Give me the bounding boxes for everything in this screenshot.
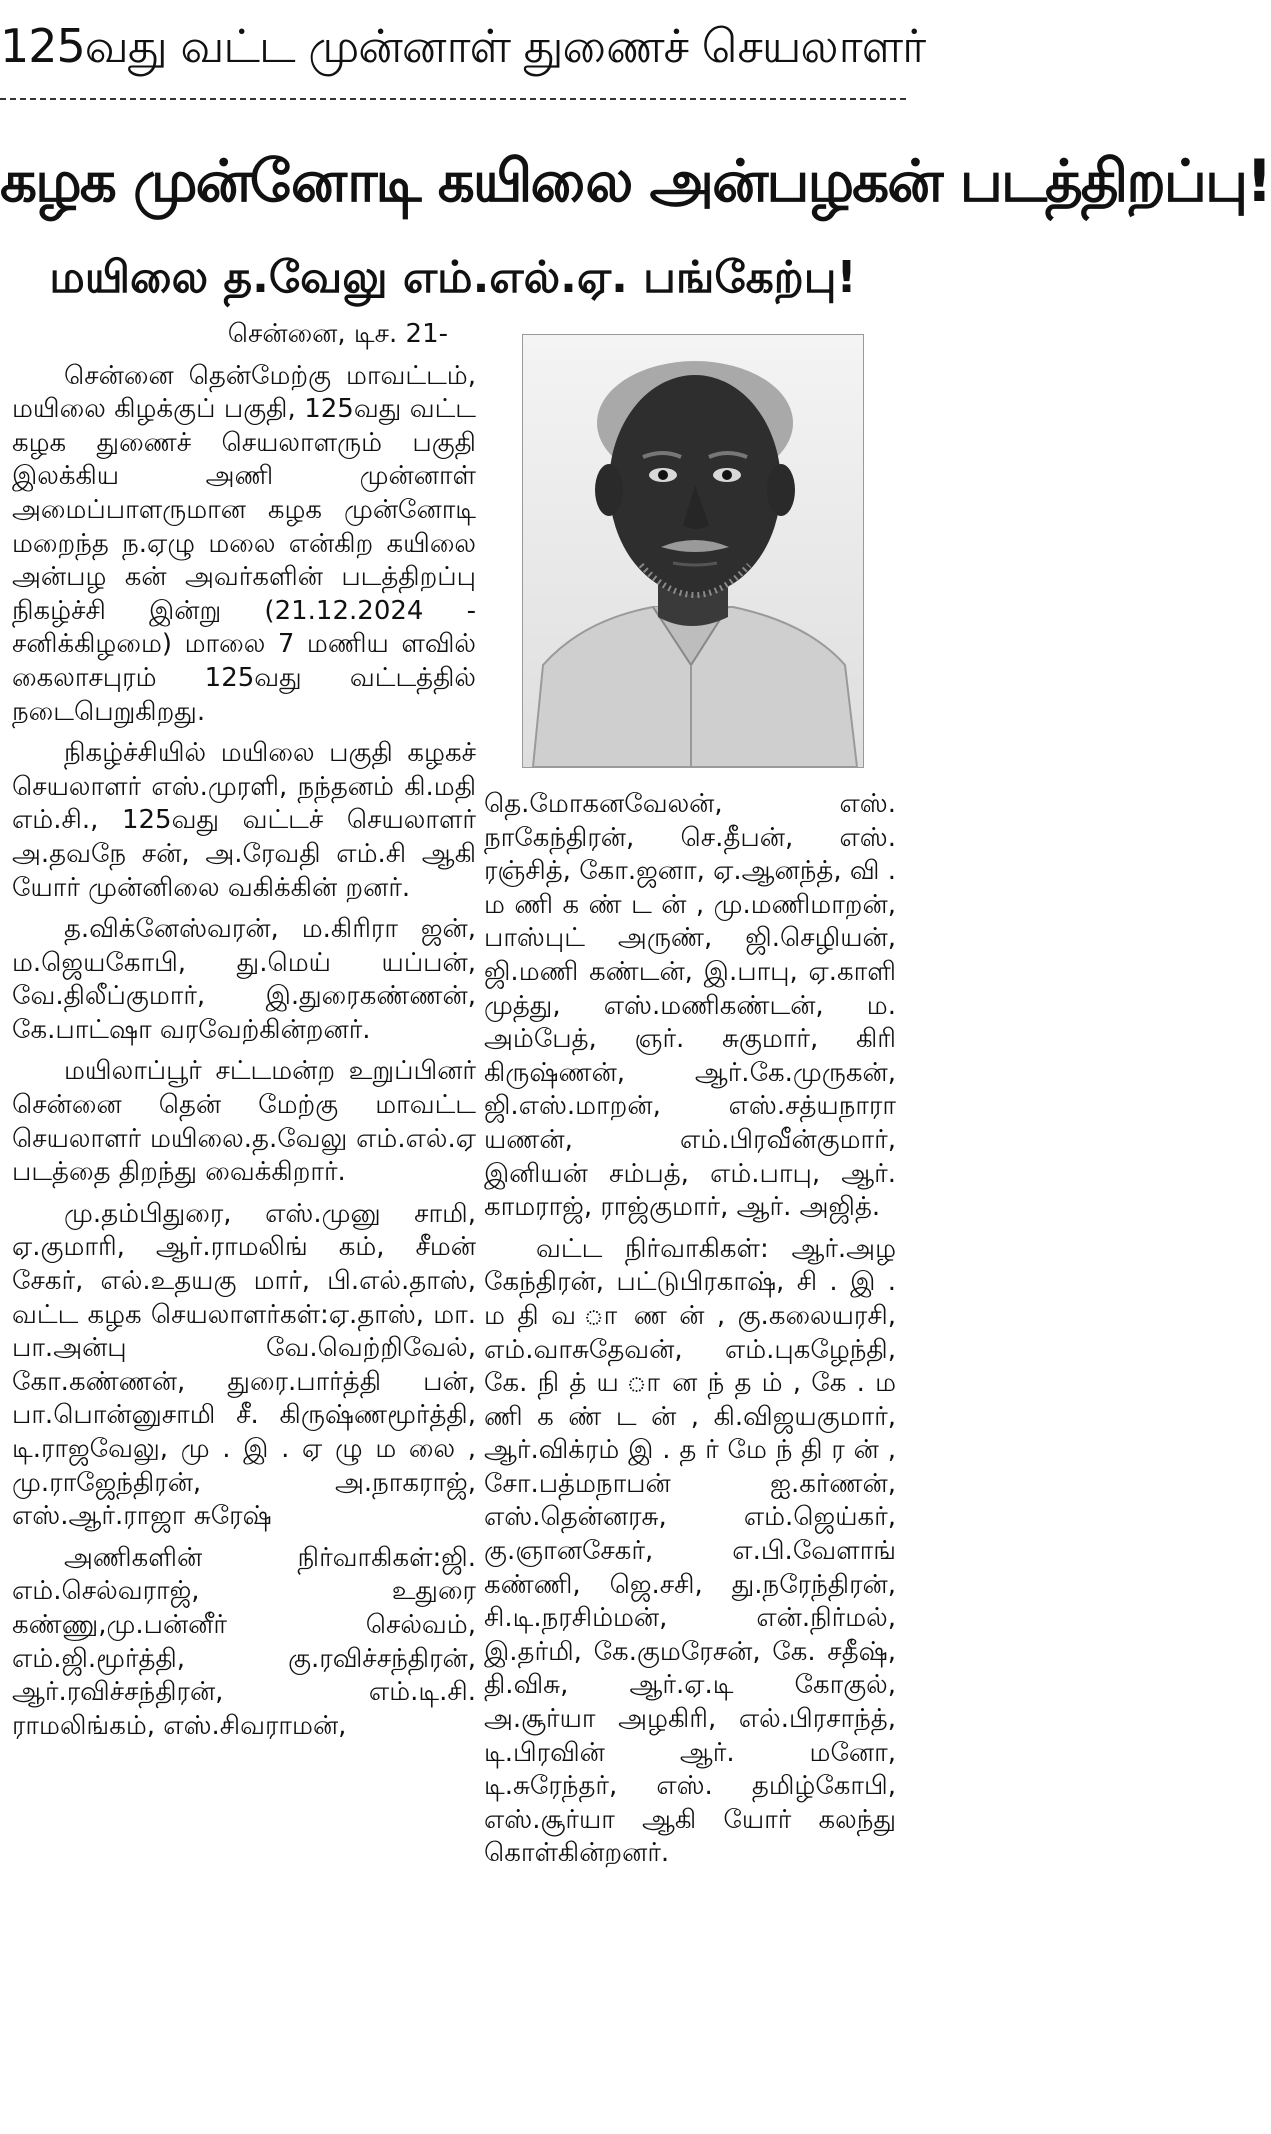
- article-column-1: [12, 318, 476, 1751]
- dateline: சென்னை, டிச. 21-: [227, 319, 448, 349]
- portrait-photo: [522, 334, 864, 768]
- paragraph: மு.தம்பிதுரை, எஸ்.முனு சாமி, ஏ.குமாரி, ஆர்.ராமலிங் கம், சீமன் சேகர், எல்.உதயகு மார், பி.எல்.தாஸ், வட்ட கழக செயலாளர்கள்:ஏ.தாஸ், மா. பா.அன்பு வே.வெற்றிவேல், கோ.கண்ணன், துரை.பார்த்தி பன், பா.பொன்னுசாமி சீ. கிருஷ்ணமூர்த்தி, டி.ராஜவேலு, மு . இ . ஏ ழு ம லை , மு.ராஜேந்திரன், அ.நாகராஜ், எஸ்.ஆர்.ராஜா சுரேஷ்: [12, 1198, 476, 1532]
- paragraph: த.விக்னேஸ்வரன், ம.கிரிரா ஜன், ம.ஜெயகோபி, து.மெய் யப்பன், வே.திலீப்குமார், இ.துரைகண்ணன், கே.பாட்ஷா வரவேற்கின்றனர்.: [12, 914, 476, 1045]
- sub-headline: மயிலை த.வேலு எம்.எல்.ஏ. பங்கேற்பு!: [49, 252, 857, 303]
- paragraph: அணிகளின் நிர்வாகிகள்:ஜி. எம்.செல்வராஜ், உதுரை கண்ணு,மு.பன்னீர் செல்வம், எம்.ஜி.மூர்த்தி, கு.ரவிச்சந்திரன், ஆர்.ரவிச்சந்திரன், எம்.டி.சி. ராமலிங்கம், எஸ்.சிவராமன்,: [12, 1542, 476, 1741]
- dashed-divider: [0, 98, 906, 100]
- portrait-illustration: [523, 335, 863, 767]
- article-column-2: [484, 788, 896, 1879]
- paragraph: மயிலாப்பூர் சட்டமன்ற உறுப்பினர் சென்னை தென் மேற்கு மாவட்ட செயலாளர் மயிலை.த.வேலு எம்.எல்.ஏ படத்தை திறந்து வைக்கிறார்.: [12, 1056, 476, 1188]
- main-headline: கழக முன்னோடி கயிலை அன்பழகன் படத்திறப்பு!: [0, 147, 1271, 215]
- kicker-headline: 125வது வட்ட முன்னாள் துணைச் செயலாளர்: [0, 19, 926, 73]
- paragraph: சென்னை தென்மேற்கு மாவட்டம், மயிலை கிழக்குப் பகுதி, 125வது வட்ட கழக துணைச் செயலாளரும் பகுதி இலக்கிய அணி முன்னாள் அமைப்பாளருமான கழக முன்னோடி மறைந்த ந.ஏழு மலை என்கிற கயிலை அன்பழ கன் அவர்களின் படத்திறப்பு நிகழ்ச்சி இன்று (21.12.2024 - சனிக்கிழமை) மாலை 7 மணிய ளவில் கைலாசபுரம் 125வது வட்டத்தில் நடைபெறுகிறது.: [12, 360, 476, 727]
- paragraph: நிகழ்ச்சியில் மயிலை பகுதி கழகச் செயலாளர் எஸ்.முரளி, நந்தனம் கி.மதி எம்.சி., 125வது வட்டச் செயலாளர் அ.தவநே சன், அ.ரேவதி எம்.சி ஆகி யோர் முன்னிலை வகிக்கின் றனர்.: [12, 738, 476, 903]
- paragraph: வட்ட நிர்வாகிகள்: ஆர்.அழ கேந்திரன், பட்டுபிரகாஷ், சி . இ . ம தி வ ா ண ன் , கு.கலையரசி, எம்.வாசுதேவன், எம்.புகழேந்தி, கே. நி த் ய ா ன ந் த ம் , கே . ம ணி க ண் ட ன் , கி.விஜயகுமார், ஆர்.விக்ரம் இ . த ர் மே ந் தி ர ன் , சோ.பத்மநாபன் ஐ.கர்ணன், எஸ்.தென்னரசு, எம்.ஜெய்கர், கு.ஞானசேகர், எ.பி.வேளாங் கண்ணி, ஜெ.சசி, து.நரேந்திரன், சி.டி.நரசிம்மன், என்.நிர்மல், இ.தர்மி, கே.குமரேசன், கே. சதீஷ், தி.விசு, ஆர்.ஏ.டி கோகுல், அ.சூர்யா அழகிரி, எல்.பிரசாந்த், டி.பிரவின் ஆர். மனோ, டி.சுரேந்தர், எஸ். தமிழ்கோபி, எஸ்.சூர்யா ஆகி யோர் கலந்து கொள்கின்றனர்.: [484, 1233, 896, 1869]
- paragraph: தெ.மோகனவேலன், எஸ். நாகேந்திரன், செ.தீபன், எஸ். ரஞ்சித், கோ.ஜனா, ஏ.ஆனந்த், வி . ம ணி க ண் ட ன் , மு.மணிமாறன், பாஸ்புட் அருண், ஜி.செழியன், ஜி.மணி கண்டன், இ.பாபு, ஏ.காளி முத்து, எஸ்.மணிகண்டன், ம. அம்பேத், ஞர். சுகுமார், கிரி கிருஷ்ணன், ஆர்.கே.முருகன், ஜி.எஸ்.மாறன், எஸ்.சத்யநாரா யணன், எம்.பிரவீன்குமார், இனியன் சம்பத், எம்.பாபு, ஆர். காமராஜ், ராஜ்குமார், ஆர். அஜித்.: [484, 789, 896, 1223]
